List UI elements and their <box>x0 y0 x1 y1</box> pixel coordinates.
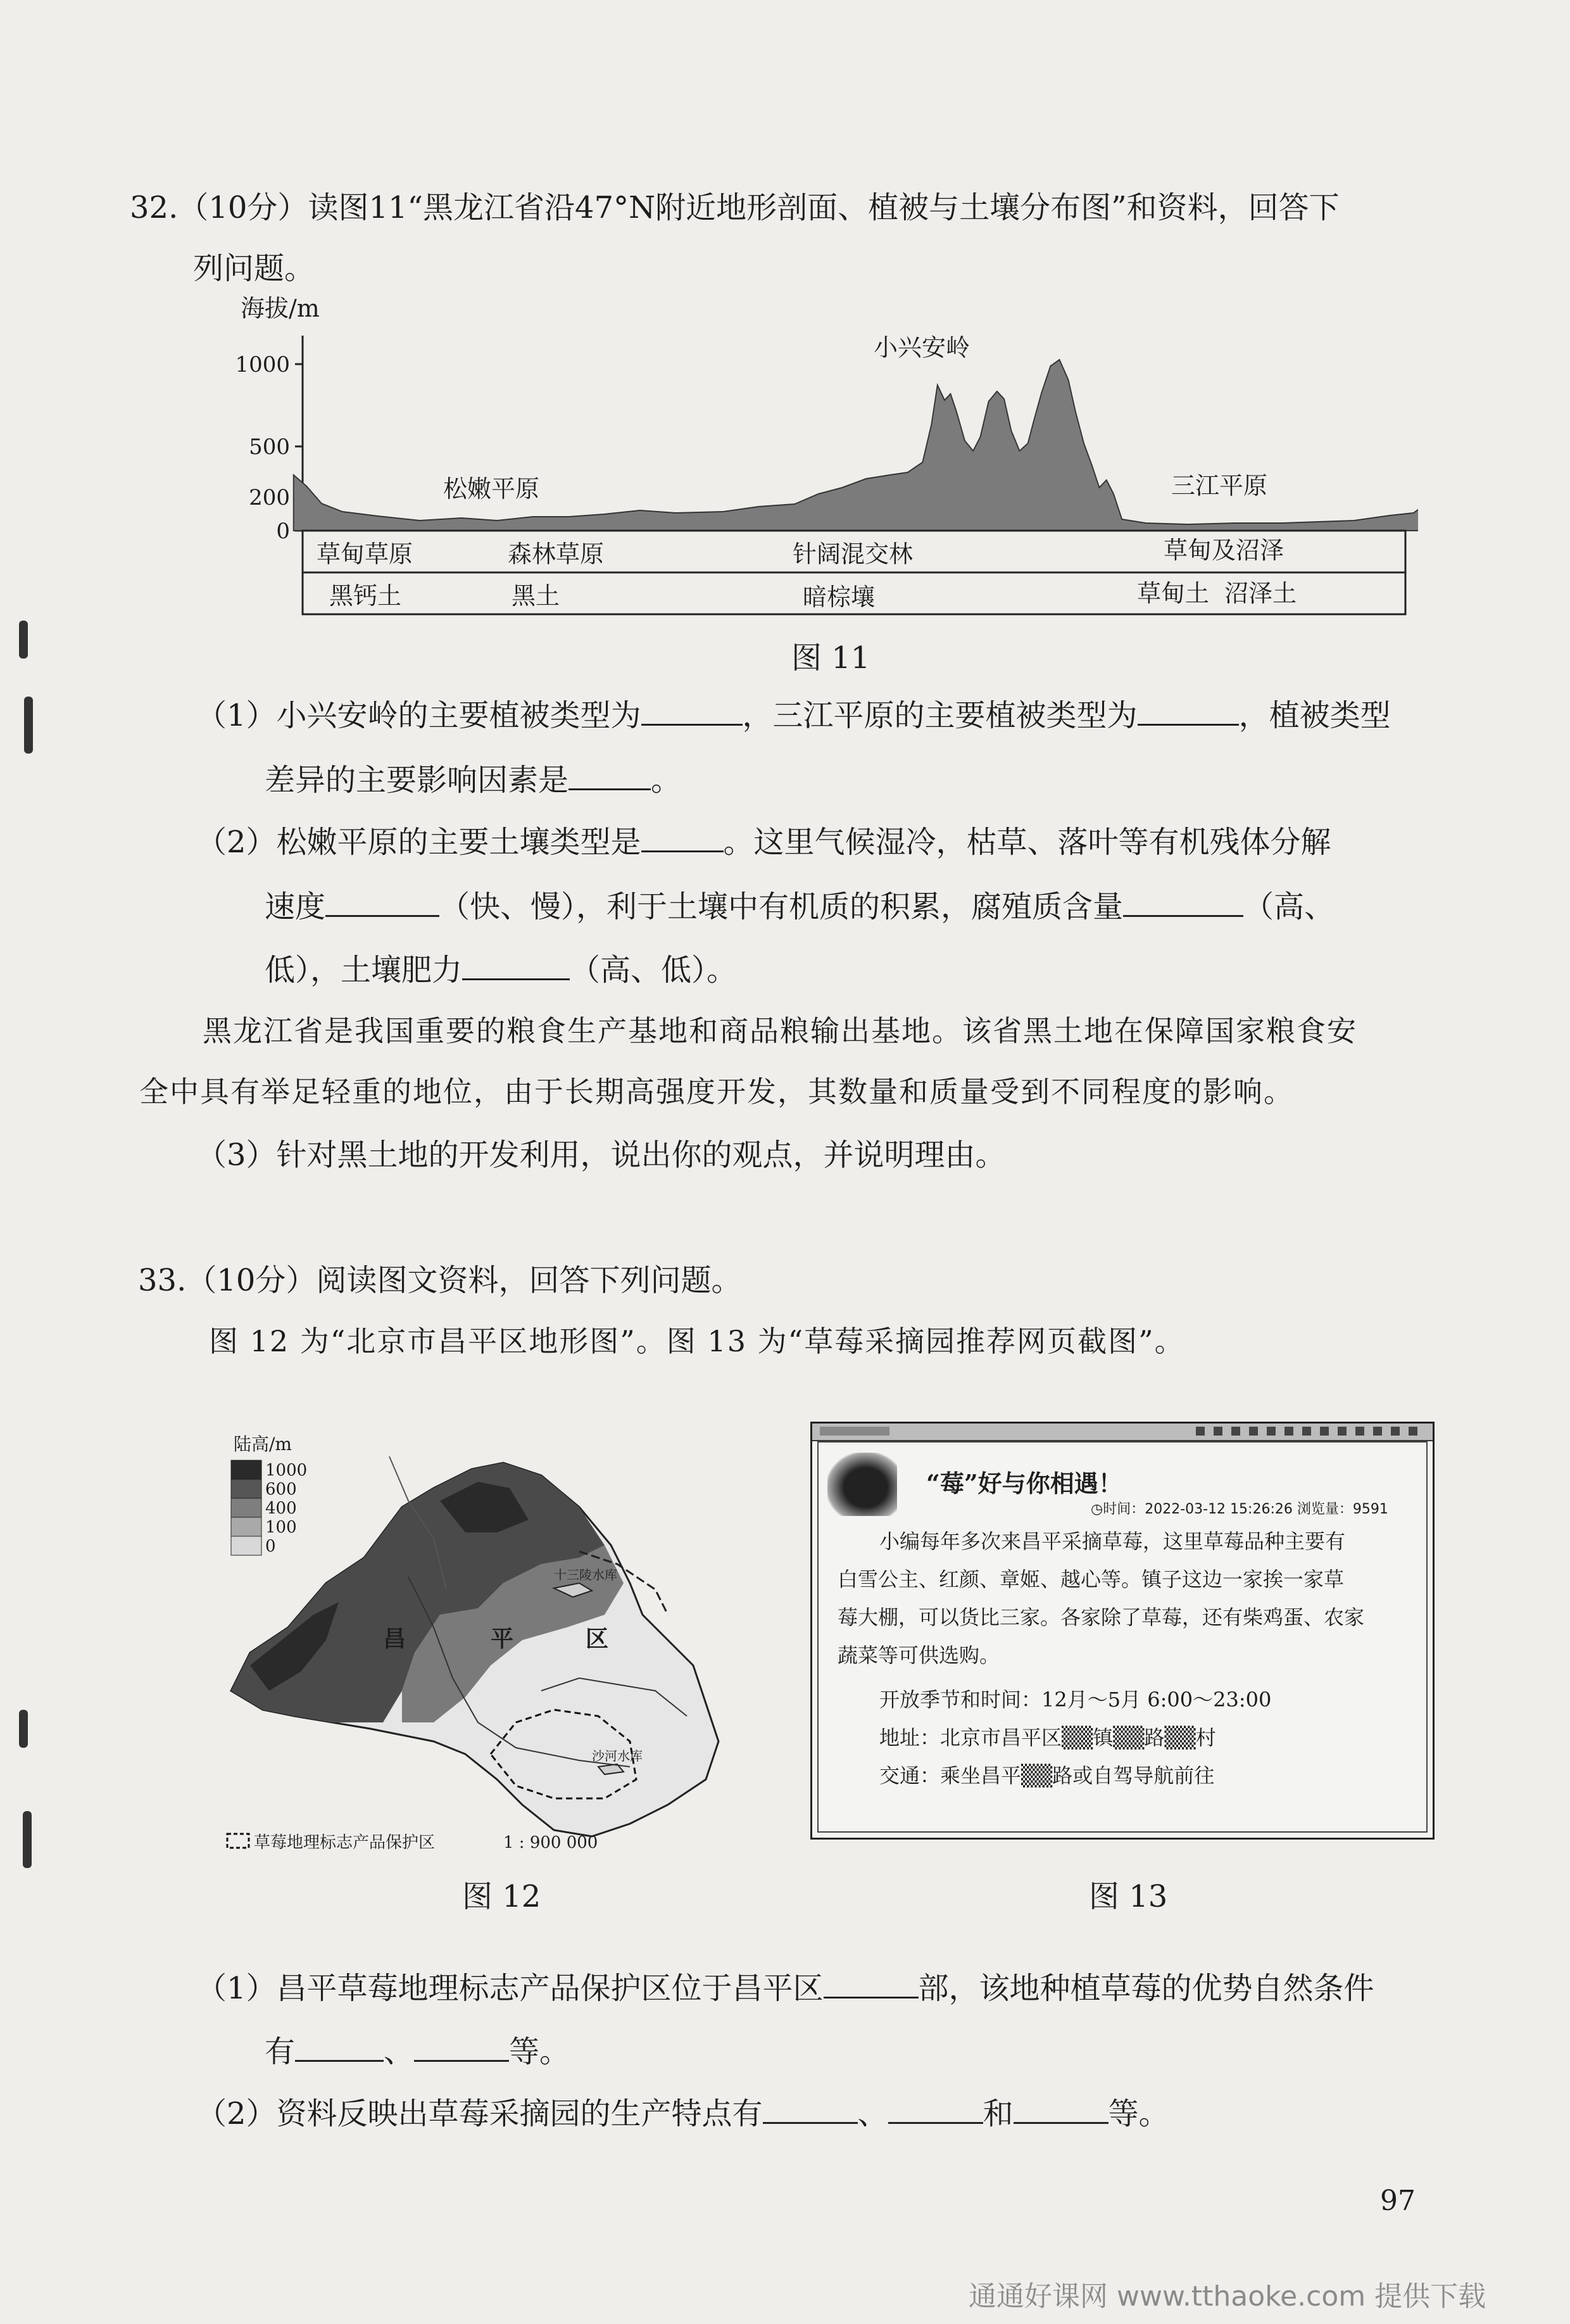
q33-stem <box>138 1260 741 1301</box>
label-songnen: 松嫩平原 <box>443 475 540 503</box>
protected-zone-legend: 草莓地理标志产品保护区 <box>254 1833 436 1852</box>
webpage-paragraph: 小编每年多次来昌平采摘草莓，这里草莓品种主要有 白雪公主、红颜、章姬、越心等。镇子这边一家挨一家草 莓大棚，可以货比三家。各家除了草莓，还有柴鸡蛋、农家 蔬菜等可供选购。 <box>838 1529 1365 1667</box>
q32-stem-line1: 读图11“黑龙江省沿47°N附近地形剖面、植被与土壤分布图”和资料，回答下 <box>308 190 1340 225</box>
legend-label-600: 600 <box>265 1480 297 1499</box>
browser-toolbar <box>812 1424 1433 1441</box>
veg-meadow-steppe: 草甸草原 <box>317 540 413 568</box>
label-shisanling-reservoir: 十三陵水库 <box>554 1567 617 1582</box>
answer-blank[interactable] <box>763 2094 858 2124</box>
map-scale: 1 : 900 000 <box>503 1833 598 1852</box>
answer-blank[interactable] <box>824 1969 919 1999</box>
answer-blank[interactable] <box>295 2032 384 2062</box>
webpage-info <box>879 1681 1271 1795</box>
watermark: 通通好课网 www.tthaoke.com 提供下载 <box>969 2280 1486 2313</box>
veg-meadow-swamp: 草甸及沼泽 <box>1164 536 1284 564</box>
binding-mark <box>19 1710 28 1748</box>
figure-13-caption: 图 13 <box>1089 1879 1168 1914</box>
answer-blank[interactable] <box>325 887 439 917</box>
label-xiaoxinganling: 小兴安岭 <box>874 334 970 362</box>
strawberry-image <box>827 1453 897 1516</box>
q32-number: 32. <box>130 190 179 225</box>
q32-material-line2: 全中具有举足轻重的地位，由于长期高强度开发，其数量和质量受到不同程度的影响。 <box>139 1075 1294 1109</box>
legend-label-0: 0 <box>265 1537 276 1556</box>
figure-11-caption: 图 11 <box>791 640 870 676</box>
answer-blank[interactable] <box>1138 696 1239 726</box>
q33-sub1: （1）昌平草莓地理标志产品保护区位于昌平区 部，该地种植草莓的优势自然条件 <box>196 1968 1374 2009</box>
answer-blank[interactable] <box>414 2032 509 2062</box>
q32-stem-line2: 列问题。 <box>193 251 315 286</box>
soil-dark-brown: 暗棕壤 <box>803 583 876 611</box>
q32-sub1-line2: 差异的主要影响因素是 。 <box>265 760 681 800</box>
clock-icon: ◷ <box>1091 1501 1103 1517</box>
q32-sub2-line3: 低），土壤肥力 （高、低）。 <box>265 950 737 990</box>
answer-blank[interactable] <box>1014 2094 1108 2124</box>
q32-score: （10分） <box>178 190 308 225</box>
legend-100 <box>231 1517 261 1536</box>
answer-blank[interactable] <box>641 823 724 852</box>
veg-mixed-forest: 针阔混交林 <box>793 540 914 568</box>
y-tick-label-500: 500 <box>249 434 290 460</box>
legend-label-100: 100 <box>265 1518 297 1537</box>
figure-13-webpage <box>810 1422 1435 1840</box>
legend-400 <box>231 1498 261 1517</box>
toolbar-icons <box>1196 1427 1424 1436</box>
legend-0 <box>231 1536 261 1555</box>
q33-number: 33. <box>138 1263 187 1298</box>
map-char-chang: 昌 <box>383 1626 406 1652</box>
q32-stem <box>130 187 1466 228</box>
legend-label-400: 400 <box>265 1499 297 1518</box>
webpage-title: “莓”好与你相遇！ <box>926 1469 1122 1498</box>
legend-600 <box>231 1479 261 1498</box>
q32-sub2: （2）松嫩平原的主要土壤类型是 。这里气候湿冷，枯草、落叶等有机残体分解 <box>196 822 1331 862</box>
address-bar <box>820 1427 889 1436</box>
figure-11-profile <box>228 285 1418 627</box>
binding-mark <box>23 1811 32 1868</box>
map-char-ping: 平 <box>491 1626 514 1652</box>
answer-blank[interactable] <box>641 696 743 726</box>
q33-sub2: （2）资料反映出草莓采摘园的生产特点有 、 和 等。 <box>196 2093 1169 2134</box>
answer-blank[interactable] <box>888 2094 983 2124</box>
page-content <box>817 1441 1428 1833</box>
answer-blank[interactable] <box>462 950 570 980</box>
q33-stem-text: 阅读图文资料，回答下列问题。 <box>316 1263 742 1298</box>
y-tick-label-1000: 1000 <box>235 352 290 377</box>
y-tick-label-200: 200 <box>249 485 290 510</box>
legend-1000 <box>231 1460 261 1479</box>
q32-material-line1: 黑龙江省是我国重要的粮食生产基地和商品粮输出基地。该省黑土地在保障国家粮食安 <box>203 1014 1357 1048</box>
label-shahe-reservoir: 沙河水库 <box>592 1748 643 1764</box>
y-axis-label: 海拔/m <box>241 294 320 322</box>
q32-sub2-line2: 速度 （快、慢），利于土壤中有机质的积累，腐殖质含量 （高、 <box>265 887 1334 927</box>
q33-intro: 图 12 为“北京市昌平区地形图”。图 13 为“草莓采摘园推荐网页截图”。 <box>209 1324 1185 1358</box>
map-legend-title: 陆高/m <box>234 1434 292 1455</box>
q32-sub3: （3）针对黑土地的开发利用，说出你的观点，并说明理由。 <box>196 1137 1006 1173</box>
legend-label-1000: 1000 <box>265 1461 308 1480</box>
answer-blank[interactable] <box>568 761 651 790</box>
y-tick-label-0: 0 <box>276 519 290 544</box>
binding-mark <box>24 697 33 754</box>
protected-zone-legend-box <box>227 1834 249 1848</box>
transport: 交通：乘坐昌平▒▒路或自驾导航前往 <box>879 1764 1215 1788</box>
answer-blank[interactable] <box>1123 887 1243 917</box>
veg-forest-steppe: 森林草原 <box>508 540 605 568</box>
soil-chernozem: 黑钙土 <box>329 582 402 610</box>
q33-sub1-line2: 有 、 等。 <box>265 2031 570 2072</box>
figure-12-map <box>225 1425 782 1855</box>
q32-sub1: （1）小兴安岭的主要植被类型为 ，三江平原的主要植被类型为 ，植被类型 <box>196 695 1469 736</box>
soil-black: 黑土 <box>512 582 560 610</box>
open-season: 开放季节和时间：12月～5月 6:00～23:00 <box>879 1688 1272 1712</box>
terrain-profile <box>294 360 1418 531</box>
map-char-qu: 区 <box>586 1626 609 1652</box>
webpage-meta: ◷时间：2022-03-12 15:26:26 浏览量：9591 <box>1091 1501 1388 1517</box>
figure-12-caption: 图 12 <box>462 1879 541 1914</box>
binding-mark <box>19 621 28 659</box>
page-number: 97 <box>1380 2185 1416 2217</box>
address: 地址：北京市昌平区▒▒镇▒▒路▒▒村 <box>879 1726 1216 1750</box>
soil-meadow-swamp: 草甸土 沼泽土 <box>1137 579 1297 607</box>
q33-score: （10分） <box>186 1263 317 1298</box>
label-sanjiang: 三江平原 <box>1171 472 1268 500</box>
